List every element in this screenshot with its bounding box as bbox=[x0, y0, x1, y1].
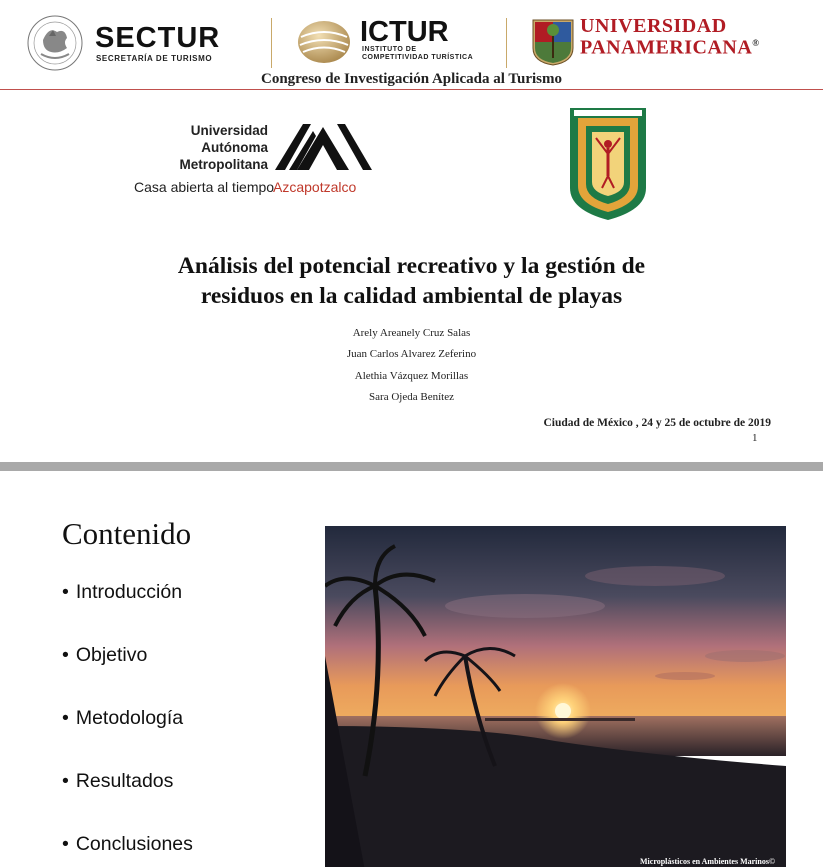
up-name-line1: UNIVERSIDAD bbox=[580, 15, 727, 37]
list-item: • Resultados bbox=[62, 770, 193, 833]
uam-tagline: Casa abierta al tiempo bbox=[134, 179, 275, 195]
up-shield-icon bbox=[531, 18, 575, 66]
uam-name bbox=[130, 122, 268, 173]
registered-mark: ® bbox=[752, 38, 760, 48]
uam-name-line3: Metropolitana bbox=[179, 157, 268, 172]
list-item: • Introducción bbox=[62, 581, 193, 644]
place-date: Ciudad de México , 24 y 25 de octubre de 2019 bbox=[543, 417, 771, 429]
sectur-subtitle: SECRETARÍA DE TURISMO bbox=[96, 54, 213, 63]
congress-title: Congreso de Investigación Aplicada al Turismo bbox=[260, 71, 563, 87]
title-line2: residuos en la calidad ambiental de playas bbox=[200, 283, 623, 309]
mexico-coat-of-arms-icon bbox=[23, 14, 88, 72]
author: Arely Areanely Cruz Salas bbox=[352, 327, 471, 339]
header-rule bbox=[0, 89, 823, 90]
uam-logo-icon bbox=[275, 123, 372, 171]
author: Juan Carlos Alvarez Zeferino bbox=[346, 348, 477, 360]
ictur-globe-icon bbox=[296, 19, 352, 65]
ictur-subtitle-line1: INSTITUTO DE bbox=[362, 46, 417, 53]
ictur-name: ICTUR bbox=[360, 16, 449, 48]
author: Alethia Vázquez Morillas bbox=[354, 370, 469, 382]
ictur-subtitle-line2: COMPETITIVIDAD TURÍSTICA bbox=[362, 54, 474, 61]
header-divider bbox=[271, 18, 272, 68]
uam-campus: Azcapotzalco bbox=[273, 179, 357, 195]
uam-name-line1: Universidad bbox=[190, 123, 268, 138]
photo-caption: Microplásticos en Ambientes Marinos© bbox=[640, 857, 775, 866]
page-number: 1 bbox=[752, 432, 758, 444]
slide-heading: Contenido bbox=[62, 516, 192, 551]
up-name-line2-text: PANAMERICANA bbox=[580, 36, 753, 59]
up-name-line2 bbox=[580, 35, 760, 57]
up-name bbox=[580, 15, 760, 59]
contents-list bbox=[62, 581, 193, 867]
uabc-seal-icon bbox=[568, 106, 648, 222]
contents-slide bbox=[0, 471, 823, 867]
presentation-title bbox=[0, 251, 823, 311]
header-divider bbox=[506, 18, 507, 68]
beach-sunset-photo bbox=[325, 526, 786, 867]
title-line1: Análisis del potencial recreativo y la gestión de bbox=[177, 253, 646, 279]
ictur-subtitle bbox=[362, 46, 473, 62]
author: Sara Ojeda Benítez bbox=[369, 391, 454, 403]
list-item: • Objetivo bbox=[62, 644, 193, 707]
list-item: • Conclusiones bbox=[62, 833, 193, 867]
sectur-name: SECTUR bbox=[95, 22, 221, 54]
uam-name-line2: Autónoma bbox=[201, 140, 268, 155]
list-item: • Metodología bbox=[62, 707, 193, 770]
